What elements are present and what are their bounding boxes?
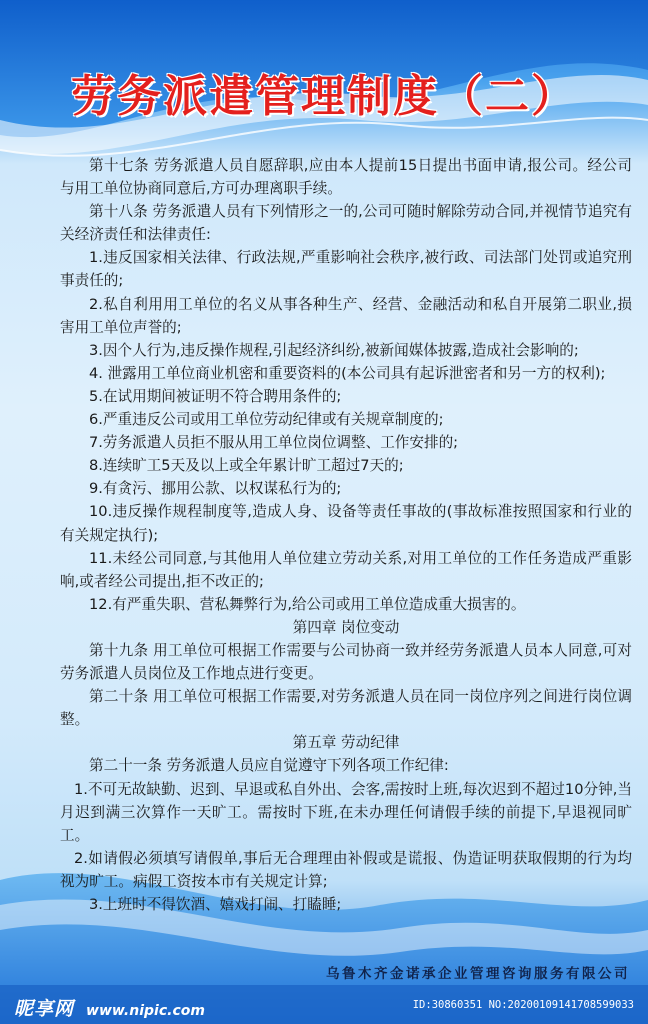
watermark-url: www.nipic.com <box>86 1003 205 1019</box>
list-item-18-5: 5.在试用期间被证明不符合聘用条件的; <box>89 387 342 405</box>
page-title: 劳务派遣管理制度（二） <box>71 71 577 122</box>
list-item-18-7: 7.劳务派遣人员拒不服从用工单位岗位调整、工作安排的; <box>89 434 459 452</box>
list-item-18-4: 4. 泄露用工单位商业机密和重要资料的(本公司具有起诉泄密者和另一方的权利); <box>89 364 606 382</box>
list-item-18-12: 12.有严重失职、营私舞弊行为,给公司或用工单位造成重大损害的。 <box>89 595 526 613</box>
paragraph-article-19: 第十九条 用工单位可根据工作需要与公司协商一致并经劳务派遣人员本人同意,可对劳务派遣人员岗位及工作地点进行变更。 <box>60 641 632 683</box>
chapter-heading-5: 第五章 劳动纪律 <box>292 734 400 752</box>
watermark <box>14 994 205 1021</box>
company-name: 乌鲁木齐金诺承企业管理咨询服务有限公司 <box>326 966 630 982</box>
list-item-18-11: 11.未经公司同意,与其他用人单位建立劳动关系,对用工单位的工作任务造成严重影响,或者经公司提出,拒不改正的; <box>60 549 632 590</box>
watermark-id: ID:30860351 NO:20200109141708599033 <box>412 999 634 1011</box>
list-item-21-3: 3.上班时不得饮酒、嬉戏打闹、打瞌睡; <box>89 896 342 913</box>
list-item-21-1: 1.不可无故缺勤、迟到、早退或私自外出、会客,需按时上班,每次迟到不超过10分钟,当月迟到满三次算作一天旷工。需按时下班,在未办理任何请假手续的前提下,早退视同旷工。 <box>60 780 632 844</box>
list-item-18-1: 1.违反国家相关法律、行政法规,严重影响社会秩序,被行政、司法部门处罚或追究刑事责任的; <box>60 249 632 290</box>
regulation-text <box>60 154 632 916</box>
list-item-18-8: 8.连续旷工5天及以上或全年累计旷工超过7天的; <box>89 457 404 475</box>
paragraph-article-21: 第二十一条 劳务派遣人员应自觉遵守下列各项工作纪律: <box>89 757 449 775</box>
paragraph-article-18: 第十八条 劳务派遣人员有下列情形之一的,公司可随时解除劳动合同,并视情节追究有关经济责任和法律责任: <box>60 203 632 244</box>
list-item-18-10: 10.违反操作规程制度等,造成人身、设备等责任事故的(事故标准按照国家和行业的有关规定执行); <box>60 503 632 544</box>
paragraph-article-20: 第二十条 用工单位可根据工作需要,对劳务派遣人员在同一岗位序列之间进行岗位调整。 <box>60 688 632 729</box>
chapter-heading-4: 第四章 岗位变动 <box>292 618 400 636</box>
list-item-21-2: 2.如请假必须填写请假单,事后无合理理由补假或是谎报、伪造证明获取假期的行为均视为旷工。病假工资按本市有关规定计算; <box>60 849 632 890</box>
list-item-18-6: 6.严重违反公司或用工单位劳动纪律或有关规章制度的; <box>89 411 444 429</box>
list-item-18-3: 3.因个人行为,违反操作规程,引起经济纠纷,被新闻媒体披露,造成社会影响的; <box>89 341 579 359</box>
watermark-logo: 昵享网 <box>14 998 75 1020</box>
list-item-18-9: 9.有贪污、挪用公款、以权谋私行为的; <box>89 480 342 498</box>
list-item-18-2: 2.私自利用用工单位的名义从事各种生产、经营、金融活动和私自开展第二职业,损害用工单位声誉的; <box>60 295 632 336</box>
paragraph-article-17: 第十七条 劳务派遣人员自愿辞职,应由本人提前15日提出书面申请,报公司。经公司与用工单位协商同意后,方可办理离职手续。 <box>60 157 632 198</box>
